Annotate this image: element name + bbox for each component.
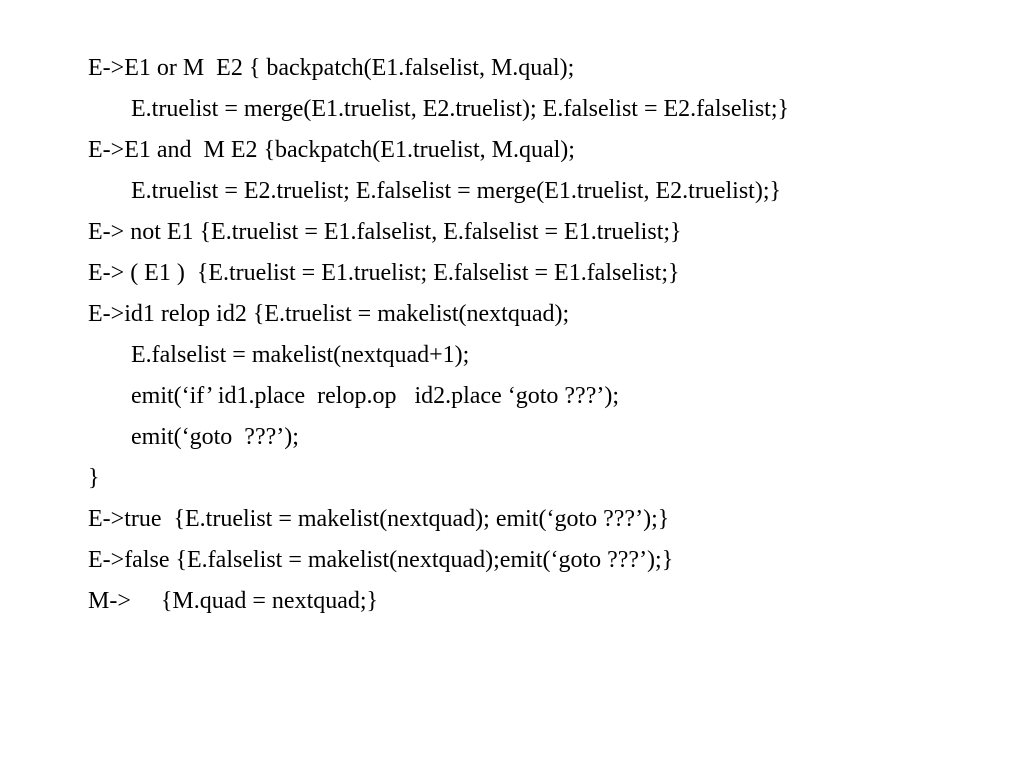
code-line-14: M-> {M.quad = nextquad;} [88,588,379,614]
code-line-7: E->id1 relop id2 {E.truelist = makelist(nextquad); [88,301,570,327]
code-line-11: } [88,465,100,491]
code-line-3: E->E1 and M E2 {backpatch(E1.truelist, M.qual); [88,137,575,163]
slide-body [88,50,789,624]
code-line-9: emit(‘if’ id1.place relop.op id2.place ‘goto ???’); [131,383,620,409]
code-line-8: E.falselist = makelist(nextquad+1); [131,342,470,368]
code-line-6: E-> ( E1 ) {E.truelist = E1.truelist; E.falselist = E1.falselist;} [88,260,680,286]
code-line-4: E.truelist = E2.truelist; E.falselist = merge(E1.truelist, E2.truelist);} [131,178,782,204]
code-line-13: E->false {E.falselist = makelist(nextquad);emit(‘goto ???’);} [88,547,674,573]
code-line-10: emit(‘goto ???’); [131,424,299,450]
code-line-2: E.truelist = merge(E1.truelist, E2.truelist); E.falselist = E2.falselist;} [131,96,790,122]
code-line-1: E->E1 or M E2 { backpatch(E1.falselist, M.qual); [88,55,575,81]
code-line-5: E-> not E1 {E.truelist = E1.falselist, E.falselist = E1.truelist;} [88,219,682,245]
code-line-12: E->true {E.truelist = makelist(nextquad); emit(‘goto ???’);} [88,506,670,532]
